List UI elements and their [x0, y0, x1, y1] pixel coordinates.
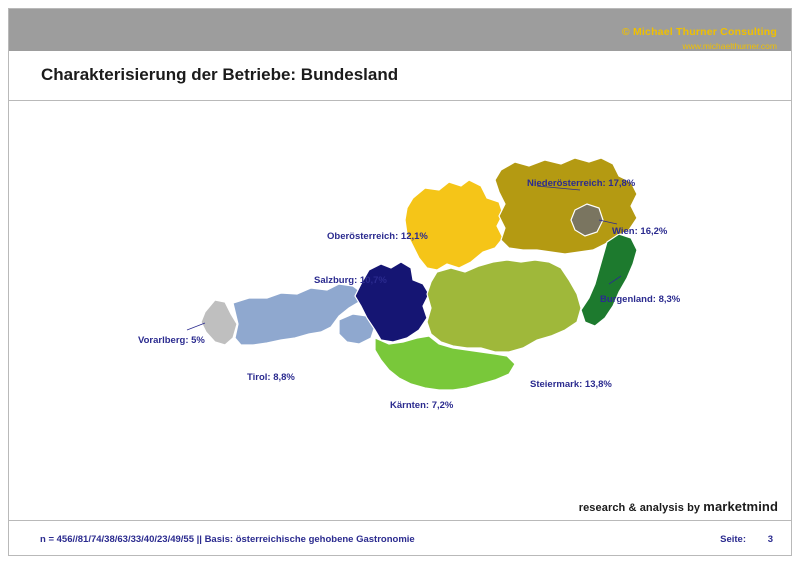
label-steiermark: Steiermark: 13,8% [530, 379, 612, 390]
title-bar [9, 51, 791, 101]
brand-block [622, 26, 777, 52]
page-label: Seite: [720, 534, 746, 545]
research-prefix: research & analysis by [578, 502, 704, 514]
label-niederoesterreich: Niederösterreich: 17,8% [527, 178, 636, 189]
brand-copyright: © Michael Thurner Consulting [621, 26, 777, 38]
region-steiermark[interactable] [427, 260, 581, 352]
label-tirol: Tirol: 8,8% [247, 372, 295, 383]
label-burgenland: Burgenland: 8,3% [600, 294, 681, 305]
label-oberoesterreich: Oberösterreich: 12,1% [327, 231, 428, 242]
label-wien: Wien: 16,2% [612, 226, 668, 237]
header-bar [9, 9, 791, 51]
label-salzburg: Salzburg: 10,7% [314, 275, 387, 286]
label-vorarlberg: Vorarlberg: 5% [138, 335, 205, 346]
austria-map-svg [9, 102, 791, 512]
map-chart [9, 102, 791, 512]
footnote: n = 456//81/74/38/63/33/40/23/49/55 || Basis: österreichische gehobene Gastronomie [40, 534, 415, 545]
label-kaernten: Kärnten: 7,2% [390, 400, 454, 411]
brand-website: www.michaelthurner.com [682, 41, 777, 52]
footer-divider [9, 520, 791, 521]
research-credit [579, 499, 778, 514]
region-oberoesterreich[interactable] [405, 180, 503, 270]
page-title: Charakterisierung der Betriebe: Bundesland [41, 65, 399, 84]
page-number: 3 [767, 534, 773, 545]
region-vorarlberg[interactable] [201, 300, 237, 345]
research-brand: marketmind [703, 499, 778, 514]
